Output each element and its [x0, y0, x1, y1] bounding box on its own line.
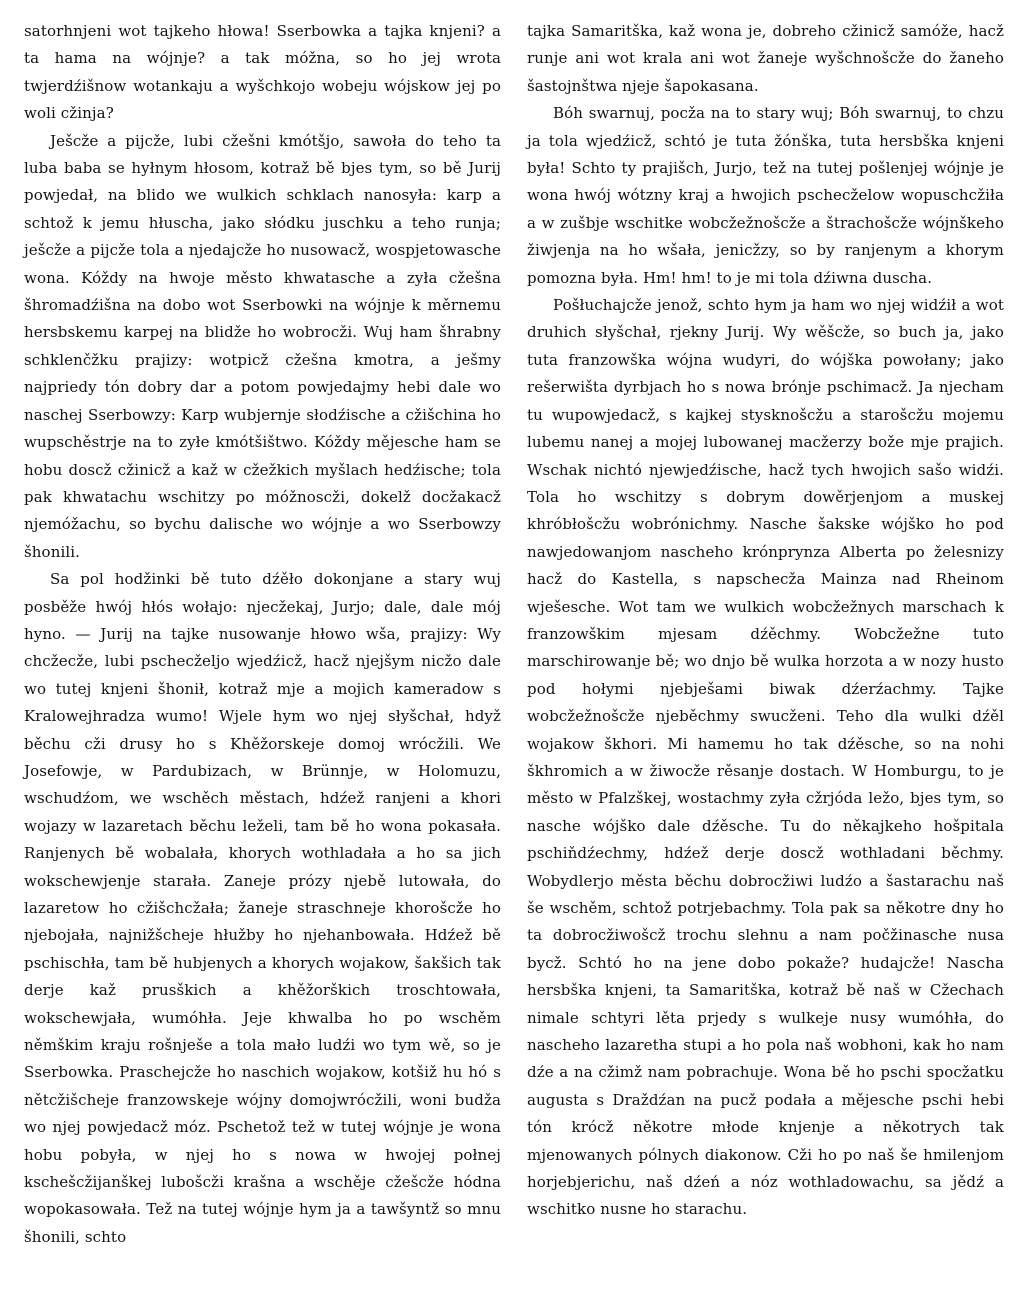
paragraph: satorhnjeni wot tajkeho hłowa! Sserbowka a tajka knjeni? a ta hama na wójnje? a tak móžna, so ho jej wrota twjerdźišnow wotankaju a wyšchkojo wobeju wójskow jej po woli cžinja?	[24, 22, 501, 123]
right-column	[527, 18, 1004, 1287]
paragraph: Pošłuchajcže jenož, schto hym ja ham wo njej widźił a wot druhich słyšchał, rjekny Jurij. Wy wěšcže, so buch ja, jako tuta franzowška wójna wudyri, do wójška powołany; jako rešerwišta dyrbjach ho s nowa brónje pschimacž. Ja njecham tu wupowjedacž, s kajkej stysknošcžu a starošcžu mojemu lubemu nanej a mojej lubowanej macžerzy bože mje prajich. Wschak nichtó njewjedźische, hacž tych hwojich sašo widźi. Tola ho wschitzy s dobrym dowěrjenjom a muskej khróbłošcžu wobrónichmy. Nasche šakske wójško ho pod nawjedowanjom nascheho krónprynza Alberta po želesnizy hacž do Kastella, s napschecža Mainza nad Rheinom wješesche. Wot tam we wulkich wobcžežnych marschach k franzowškim mjesam dźěchmy. Wobcžežne tuto marschirowanje bě; wo dnjo bě wulka horzota a w nozy husto pod hołymi njebješami biwak dźerźachmy. Tajke wobcžežnošcže njeběchmy swucženi. Teho dla wulki dźěl wojakow škhori. Mi hamemu ho tak dźěsche, so na nohi škhromich a w žiwocže rěsanje dostach. W Homburgu, to je město w Pfalzškej, wostachmy zyła cžrjóda ležo, bjes tym, so nasche wójško dale dźěsche. Tu do někajkeho hošpitala pschiňdźechmy, hdźež derje doscž wothladani běchmy. Wobydlerjo města běchu dobrocžiwi ludźo a šastarachu naš še wschěm, schtož potrjebachmy. Tola pak sa někotre dny ho ta dobrocžiwošcž trochu slehnu a nam počžinasche nusa bycž. Schtó ho na jene dobo pokaže? hudajcže! Nascha hersbška knjeni, ta Samaritška, kotraž bě naš w Cžechach nimale schtyri lěta prjedy s wulkeje nusy wumóhła, do nascheho lazaretha stupi a ho pola naš wobhoni, kak ho nam dźe a na cžimž nam pobrachuje. Wona bě ho pschi spocžatku augusta s Draždźan na pucž podała a mějesche pschi hebi tón krócž někotre młode knjenje a někotrych tak mjenowanych pólnych diakonow. Cži ho po naš še hmilenjom horjebjerichu, naš dźeń a nóz wothladowachu, sa jědź a wschitko nusne ho starachu.	[527, 296, 1004, 1219]
text-columns	[24, 18, 1004, 1287]
paragraph: Bóh swarnuj, pocža na to stary wuj; Bóh swarnuj, to chzu ja tola wjedźicž, schtó je tuta žónška, tuta hersbška knjeni była! Schto ty prajišch, Jurjo, tež na tutej pošlenjej wójnje je wona hwój wótzny kraj a hwojich pschecželow wopuschcžiła a w zušbje wschitke wobcžežnošcže a štrachošcže wójnškeho žiwjenja na ho wšała, jenicžzy, so by ranjenym a khorym pomozna była. Hm! hm! to je mi tola dźiwna duscha.	[527, 104, 1004, 287]
paragraph: Ješcže a pijcže, lubi cžešni kmótšjo, sawoła do teho ta luba baba se hyłnym hłosom, kotraž bě bjes tym, so bě Jurij powjedał, na blido we wulkich schklach nanosyła: karp a schtož k jemu hłuscha, jako słódku juschku a teho runja; ješcže a pijcže tola a njedajcže ho nusowacž, wospjetowasche wona. Kóždy na hwoje město khwatasche a zyła cžešna šhromadźišna na dobo wot Sserbowki na wójnje k měrnemu hersbskemu karpej na blidže ho wobrocži. Wuj ham šhrabny schklenčžku prajizy: wotpicž cžešna kmotra, a ješmy najpriedy tón dobry dar a potom powjedajmy hebi dale wo naschej Sserbowzy: Karp wubjernje słodźische a cžišchina ho wupschěstrje na to zyłe kmótšištwo. Kóždy mějesche ham se hobu doscž cžinicž a kaž w cžežkich myšlach hedźische; tola pak khwatachu wschitzy po móžnoscži, dokelž docžakacž njemóžachu, so bychu dalische wo wójnje a wo Sserbowzy šhonili.	[24, 131, 501, 561]
paragraph: Sa pol hodžinki bě tuto dźěło dokonjane a stary wuj posběže hwój hłós wołajo: njecžekaj, Jurjo; dale, dale mój hyno. — Jurij na tajke nusowanje hłowo wša, prajizy: Wy chcžecže, lubi pschecželjo wjedźicž, hacž njejšym nicžo dale wo tutej knjeni šhonił, kotraž mje a mojich kameradow s Kralowejhradza wumo! Wjele hym wo njej słyšchał, hdyž běchu cži drusy ho s Khěžorskeje domoj wrócžili. We Josefowje, w Pardubizach, w Brünnje, w Holomuzu, wschudźom, we wschěch městach, hdźež ranjeni a khori wojazy w lazaretach běchu leželi, tam bě ho wona pokasała. Ranjenych bě wobalała, khorych wothladała a ho sa jich wokschewjenje starała. Zaneje prózy njebě lutowała, do lazaretow ho cžišchcžała; žaneje straschneje khorošcže ho njebojała, najnižšcheje hłužby ho njehanbowała. Hdźež bě pschischła, tam bě hubjenych a khorych wojakow, šakšich tak derje kaž prusškich a khěžorškich troschtowała, wokschewjała, wumóhła. Jeje khwalba ho po wschěm němškim kraju rošnješe a tola mało ludźi wo tym wě, so je Sserbowka. Praschejcže ho naschich wojakow, kotšiž hu hó s nětcžišcheje franzowskeje wójny domojwrócžili, woni budža wo njej powjedacž móz. Pschetož tež w tutej wójnje je wona hobu pobyła, w njej ho s nowa w hwojej połnej kschešcžijanškej lubošcži krašna a wschěje cžešcže hódna wopokasowała. Tež na tutej wójnje hym ja a tawšyntž so mnu šhonili, schto	[24, 570, 501, 1246]
paragraph: tajka Samaritška, kaž wona je, dobreho cžinicž samóže, hacž runje ani wot krala ani wot žaneje wyšchnošcže do žaneho šastojnštwa njeje šapokasana.	[527, 22, 1004, 95]
left-column	[24, 18, 501, 1287]
